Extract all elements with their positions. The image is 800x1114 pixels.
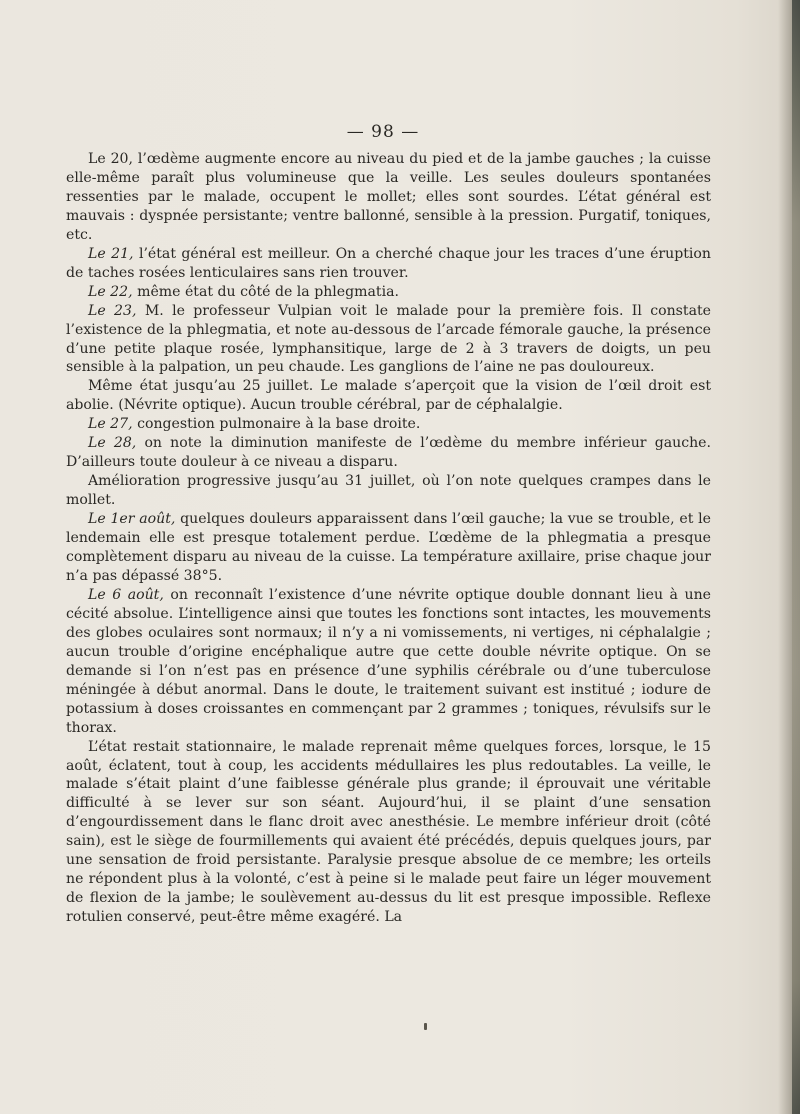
paragraph: Le 27, congestion pulmonaire à la base droite. [88,416,421,433]
page-binding-edge [792,0,800,1114]
date-label: Le 28, [88,435,137,452]
date-label: Le 1er août, [88,511,176,528]
paragraph: Le 1er août, quelques douleurs apparaissent dans l’œil gauche; la vue se trouble, et le lendemain elle est presque totalement perdue. L’œdème de la phlegmatia a presque complètement disparu au niveau de la cuisse. La température axillaire, prise chaque jour n’a pas dépassé 38°5. [66,511,711,584]
paragraph: L’état restait stationnaire, le malade reprenait même quelques forces, lorsque, le 15 août, éclatent, tout à coup, les accidents médullaires les plus redoutables. La veille, le malade s’était plaint d’une faiblesse générale plus grande; il éprouvait une véritable difficulté à se lever sur son séant. Aujourd’hui, il se plaint d’une sensation d’engourdissement dans le flanc droit avec anesthésie. Le membre inférieur droit (côté sain), est le siège de fourmillements qui avaient été précédés, depuis quelques jours, par une sensation de froid persistante. Paralysie presque absolue de ce membre; les orteils ne répondent plus à la volonté, c’est à peine si le malade peut faire un léger mouvement de flexion de la jambe; le soulèvement au-dessus du lit est presque impossible. Reflexe rotulien conservé, peut-être même exagéré. La [66,738,711,926]
date-label: Le 23, [88,302,137,319]
date-label: Le 6 août, [88,586,164,603]
paragraph: Le 28, on note la diminution manifeste de l’œdème du membre inférieur gauche. D’ailleurs toute douleur à ce niveau a disparu. [66,435,711,471]
paragraph: Même état jusqu’au 25 juillet. Le malade s’aperçoit que la vision de l’œil droit est abolie. (Névrite optique). Aucun trouble cérébral, par de céphalalgie. [66,378,711,414]
paragraph: Le 23, M. le professeur Vulpian voit le malade pour la première fois. Il constate l’existence de la phlegmatia, et note au-dessous de l’arcade fémorale gauche, la présence d’une petite plaque rosée, lymphansitique, large de 2 à 3 travers de doigts, un peu sensible à la palpation, un peu chaude. Les ganglions de l’aine ne pas douloureux. [66,302,711,376]
page-number: — 98 — [346,122,420,142]
date-label: Le 21, [88,245,134,262]
paragraph: Le 22, même état du côté de la phlegmatia. [88,283,399,300]
paragraph: Le 20, l’œdème augmente encore au niveau du pied et de la jambe gauches ; la cuisse elle-même paraît plus volumineuse que la veille. Les seules douleurs spontanées ressenties par le malade, occupent le mollet; elles sont sourdes. L’état général est mauvais : dyspnée persistante; ventre ballonné, sensible à la pression. Purgatif, toniques, etc. [66,151,711,243]
paragraph: Le 6 août, on reconnaît l’existence d’une névrite optique double donnant lieu à une cécité absolue. L’intelligence ainsi que toutes les fonctions sont intactes, les mouvements des globes oculaires sont normaux; il n’y a ni vomissements, ni vertiges, ni céphalalgie ; aucun trouble d’origine encéphalique autre que cette double névrite optique. On se demande si l’on n’est pas en présence d’une syphilis cérébrale ou d’une tuberculose méningée à début anormal. Dans le doute, le traitement suivant est institué ; iodure de potassium à doses croissantes en commençant par 2 grammes ; toniques, révulsifs sur le thorax. [66,586,711,736]
date-label: Le 22, [88,283,133,300]
paragraph: Le 21, l’état général est meilleur. On a cherché chaque jour les traces d’une éruption de taches rosées lenticulaires sans rien trouver. [66,245,711,281]
paragraph: Amélioration progressive jusqu’au 31 juillet, où l’on note quelques crampes dans le mollet. [66,473,711,509]
ink-mark [424,1023,427,1030]
date-label: Le 27, [88,416,133,433]
body-text [66,150,711,927]
